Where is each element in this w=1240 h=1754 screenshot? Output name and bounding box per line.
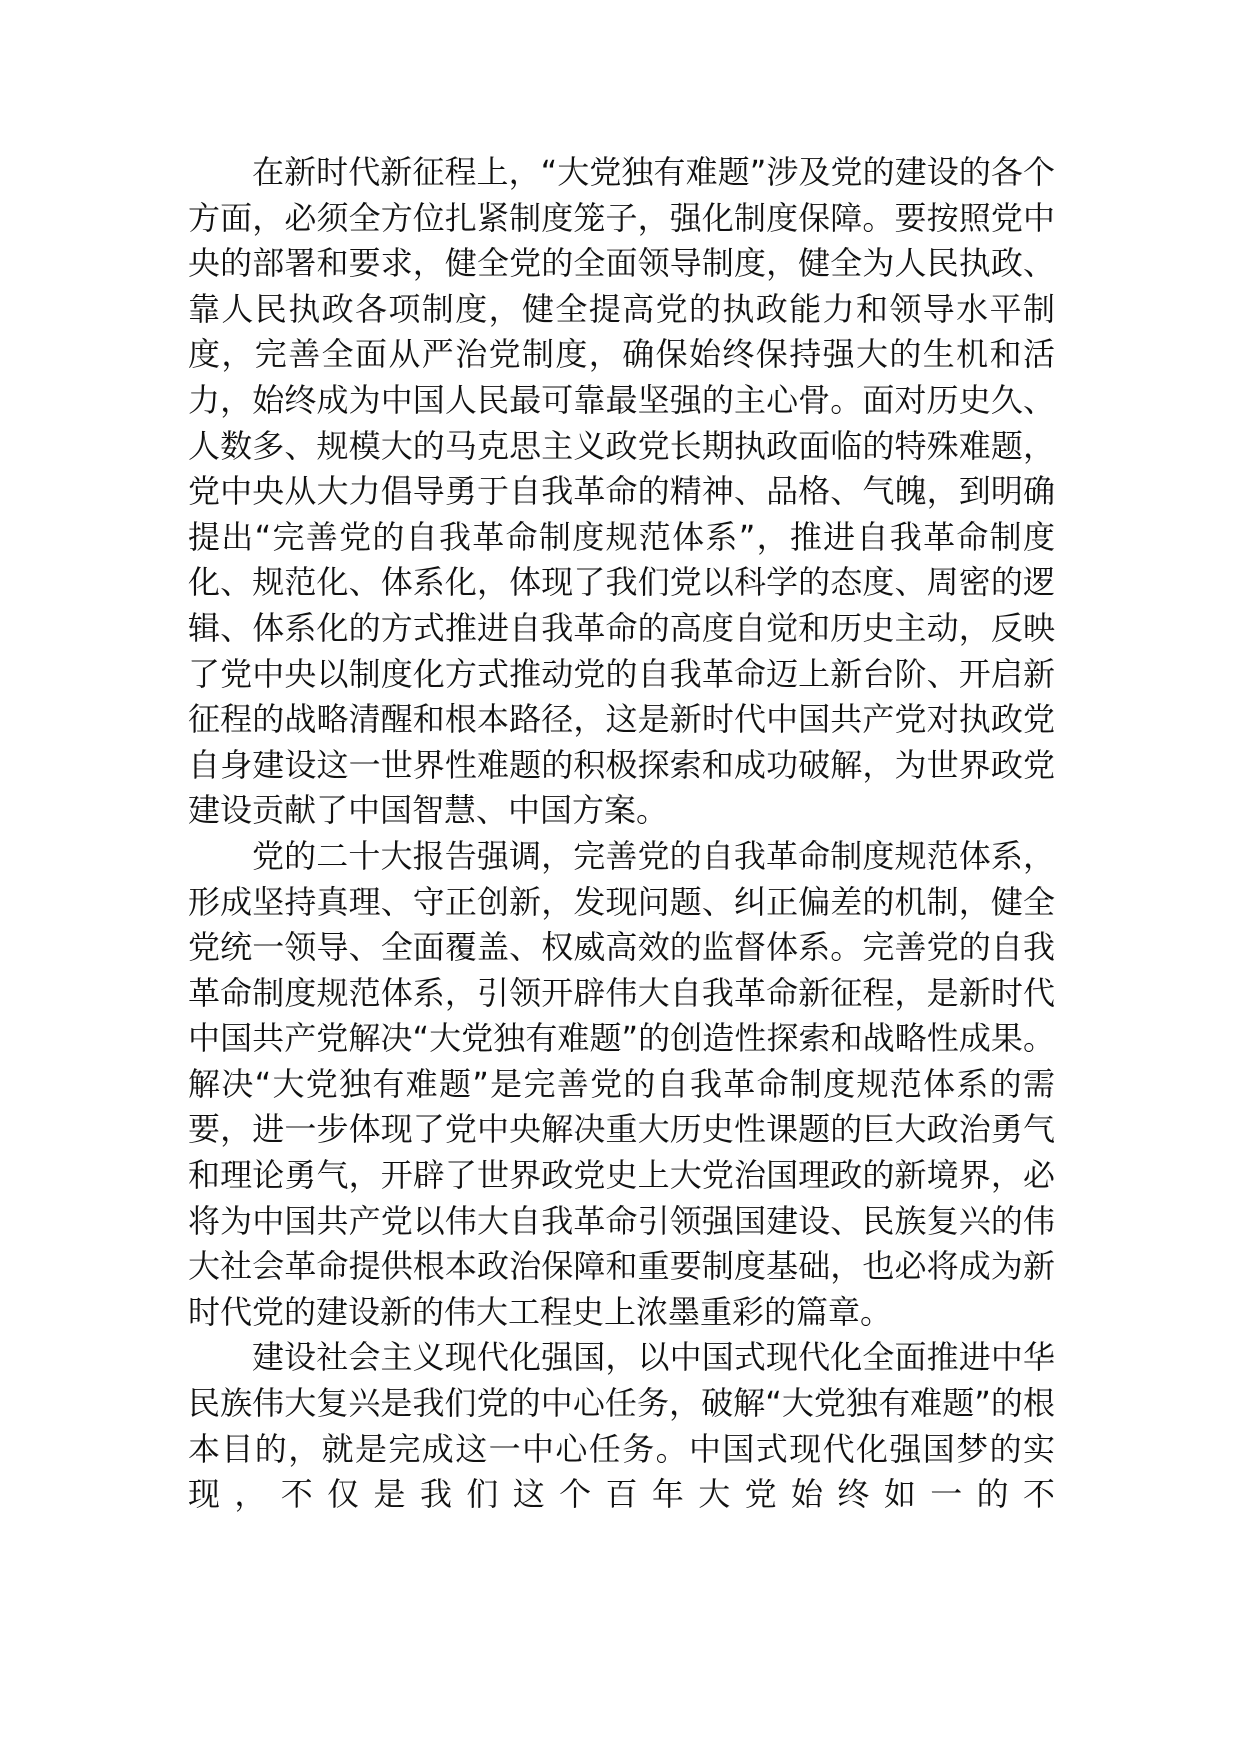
paragraph-2: 党的二十大报告强调，完善党的自我革命制度规范体系，形成坚持真理、守正创新，发现问题、纠正偏差的机制，健全党统一领导、全面覆盖、权威高效的监督体系。完善党的自我革命制度规范体系，引领开辟伟大自我革命新征程，是新时代中国共产党解决“大党独有难题”的创造性探索和战略性成果。解决“大党独有难题”是完善党的自我革命制度规范体系的需要，进一步体现了党中央解决重大历史性课题的巨大政治勇气和理论勇气，开辟了世界政党史上大党治国理政的新境界，必将为中国共产党以伟大自我革命引领强国建设、民族复兴的伟大社会革命提供根本政治保障和重要制度基础，也必将成为新时代党的建设新的伟大工程史上浓墨重彩的篇章。	[188, 836, 1055, 1331]
document-body	[188, 150, 1055, 1518]
paragraph-1: 在新时代新征程上，“大党独有难题”涉及党的建设的各个方面，必须全方位扎紧制度笼子，强化制度保障。要按照党中央的部署和要求，健全党的全面领导制度，健全为人民执政、靠人民执政各项制度，健全提高党的执政能力和领导水平制度，完善全面从严治党制度，确保始终保持强大的生机和活力，始终成为中国人民最可靠最坚强的主心骨。面对历史久、人数多、规模大的马克思主义政党长期执政面临的特殊难题，党中央从大力倡导勇于自我革命的精神、品格、气魄，到明确提出“完善党的自我革命制度规范体系”，推进自我革命制度化、规范化、体系化，体现了我们党以科学的态度、周密的逻辑、体系化的方式推进自我革命的高度自觉和历史主动，反映了党中央以制度化方式推动党的自我革命迈上新台阶、开启新征程的战略清醒和根本路径，这是新时代中国共产党对执政党自身建设这一世界性难题的积极探索和成功破解，为世界政党建设贡献了中国智慧、中国方案。	[188, 153, 1055, 830]
paragraph-3: 建设社会主义现代化强国，以中国式现代化全面推进中华民族伟大复兴是我们党的中心任务，破解“大党独有难题”的根本目的，就是完成这一中心任务。中国式现代化强国梦的实现，不仅是我们这个百年大党始终如一的不	[188, 1338, 1055, 1514]
